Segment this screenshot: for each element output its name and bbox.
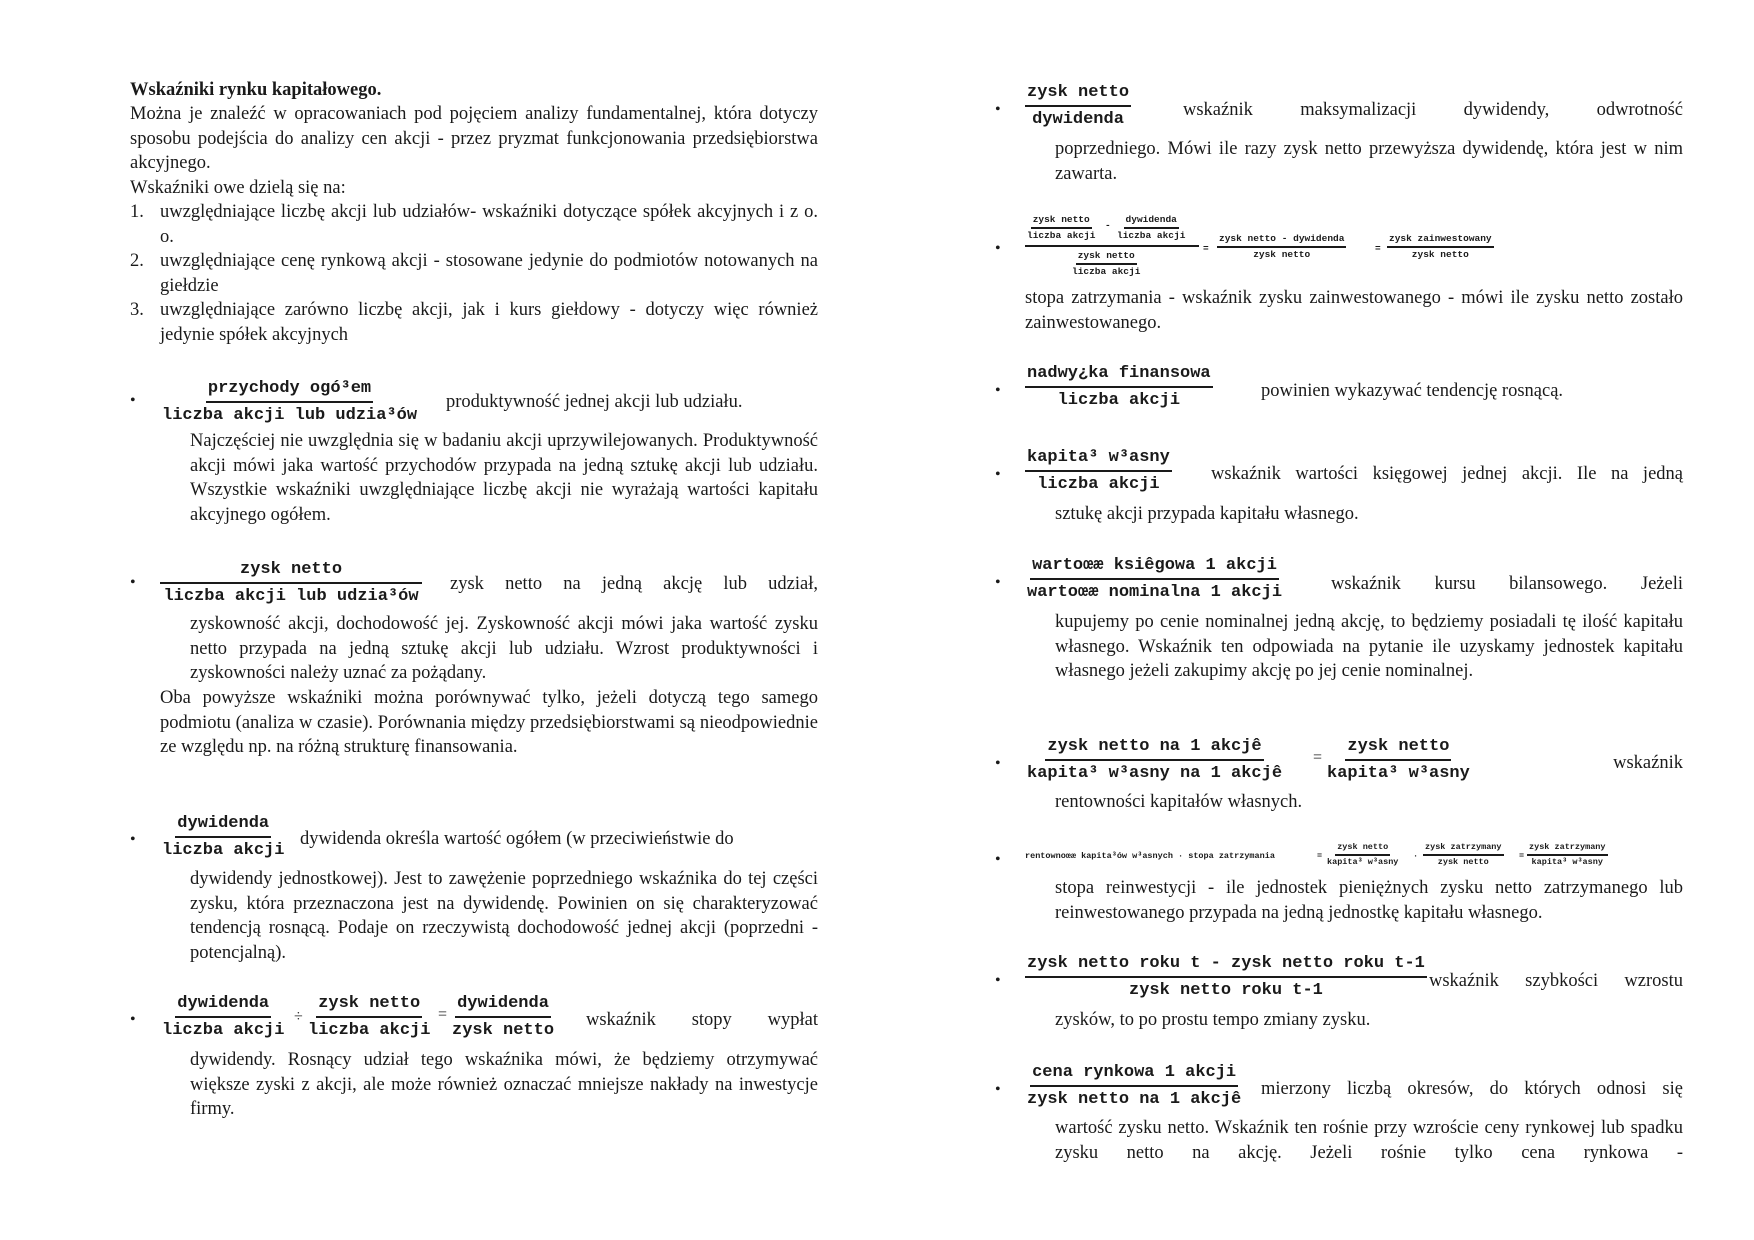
fraction: zysk netto na 1 akcjê kapita³ w³asny na 1 akcjê bbox=[1025, 734, 1284, 786]
fraction: zysk netto - dywidenda zysk netto bbox=[1219, 233, 1345, 260]
list-item: 3. uwzględniające zarówno liczbę akcji, jak i kurs giełdowy - dotyczy więc również jedynie spółek akcyjnych bbox=[130, 300, 818, 345]
list-item: 1. uwzględniające liczbę akcji lub udziałów- wskaźniki dotyczące spółek akcyjnych i z o. o. bbox=[130, 202, 818, 247]
fraction: zysk zatrzymany kapita³ w³asny bbox=[1529, 842, 1606, 867]
list-item: 2. uwzględniające cenę rynkową akcji - stosowane jedynie do podmiotów notowanych na giełdzie bbox=[130, 251, 818, 296]
intro-paragraph: Można je znaleźć w opracowaniach pod pojęciem analizy fundamentalnej, która dotyczy sposobu podejścia do analizy cen akcji - przez pryzmat funkcjonowania przedsiębiorstwa akcyjnego. bbox=[130, 104, 818, 173]
fraction: zysk netto roku t - zysk netto roku t-1 zysk netto roku t-1 bbox=[1025, 951, 1427, 1003]
bullet: • bbox=[130, 392, 136, 409]
fraction: zysk netto kapita³ w³asny bbox=[1325, 734, 1472, 786]
bullet: • bbox=[995, 851, 1001, 868]
bullet: • bbox=[995, 240, 1001, 257]
fraction: wartoœæ ksiêgowa 1 akcji wartoœæ nominalna 1 akcji bbox=[1025, 553, 1284, 605]
bullet: • bbox=[995, 574, 1001, 591]
fraction: zysk zatrzymany zysk netto bbox=[1425, 842, 1502, 867]
bullet: • bbox=[130, 574, 136, 591]
fraction: kapita³ w³asny liczba akcji bbox=[1025, 445, 1172, 497]
bullet: • bbox=[130, 831, 136, 848]
fraction: zysk zainwestowany zysk netto bbox=[1389, 233, 1492, 260]
fraction: przychody ogó³em liczba akcji lub udzia³ów bbox=[160, 376, 419, 428]
bullet: • bbox=[130, 1011, 136, 1028]
fraction: dywidenda zysk netto bbox=[450, 991, 556, 1043]
bullet: • bbox=[995, 972, 1001, 989]
bullet: • bbox=[995, 101, 1001, 118]
fraction: dywidenda liczba akcji bbox=[160, 991, 286, 1043]
fraction: cena rynkowa 1 akcji zysk netto na 1 akcjê bbox=[1025, 1060, 1243, 1112]
divide-paragraph: Wskaźniki owe dzielą się na: bbox=[130, 178, 346, 198]
criteria-list bbox=[130, 200, 818, 347]
fraction: zysk netto dywidenda bbox=[1025, 80, 1131, 132]
document-title: Wskaźniki rynku kapitałowego. bbox=[130, 80, 382, 100]
fraction: zysk netto liczba akcji bbox=[306, 991, 432, 1043]
fraction: dywidenda liczba akcji bbox=[160, 811, 286, 863]
bullet: • bbox=[995, 755, 1001, 772]
fraction: zysk netto liczba akcji lub udzia³ów bbox=[160, 557, 422, 609]
fraction: zysk netto kapita³ w³asny bbox=[1327, 842, 1399, 867]
fraction: zysk netto liczba akcji - dywidenda liczba akcji zysk netto liczba akcji bbox=[1025, 213, 1199, 285]
bullet: • bbox=[995, 382, 1001, 399]
bullet: • bbox=[995, 1081, 1001, 1098]
bullet: • bbox=[995, 466, 1001, 483]
fraction: nadwy¿ka finansowa liczba akcji bbox=[1025, 361, 1213, 413]
